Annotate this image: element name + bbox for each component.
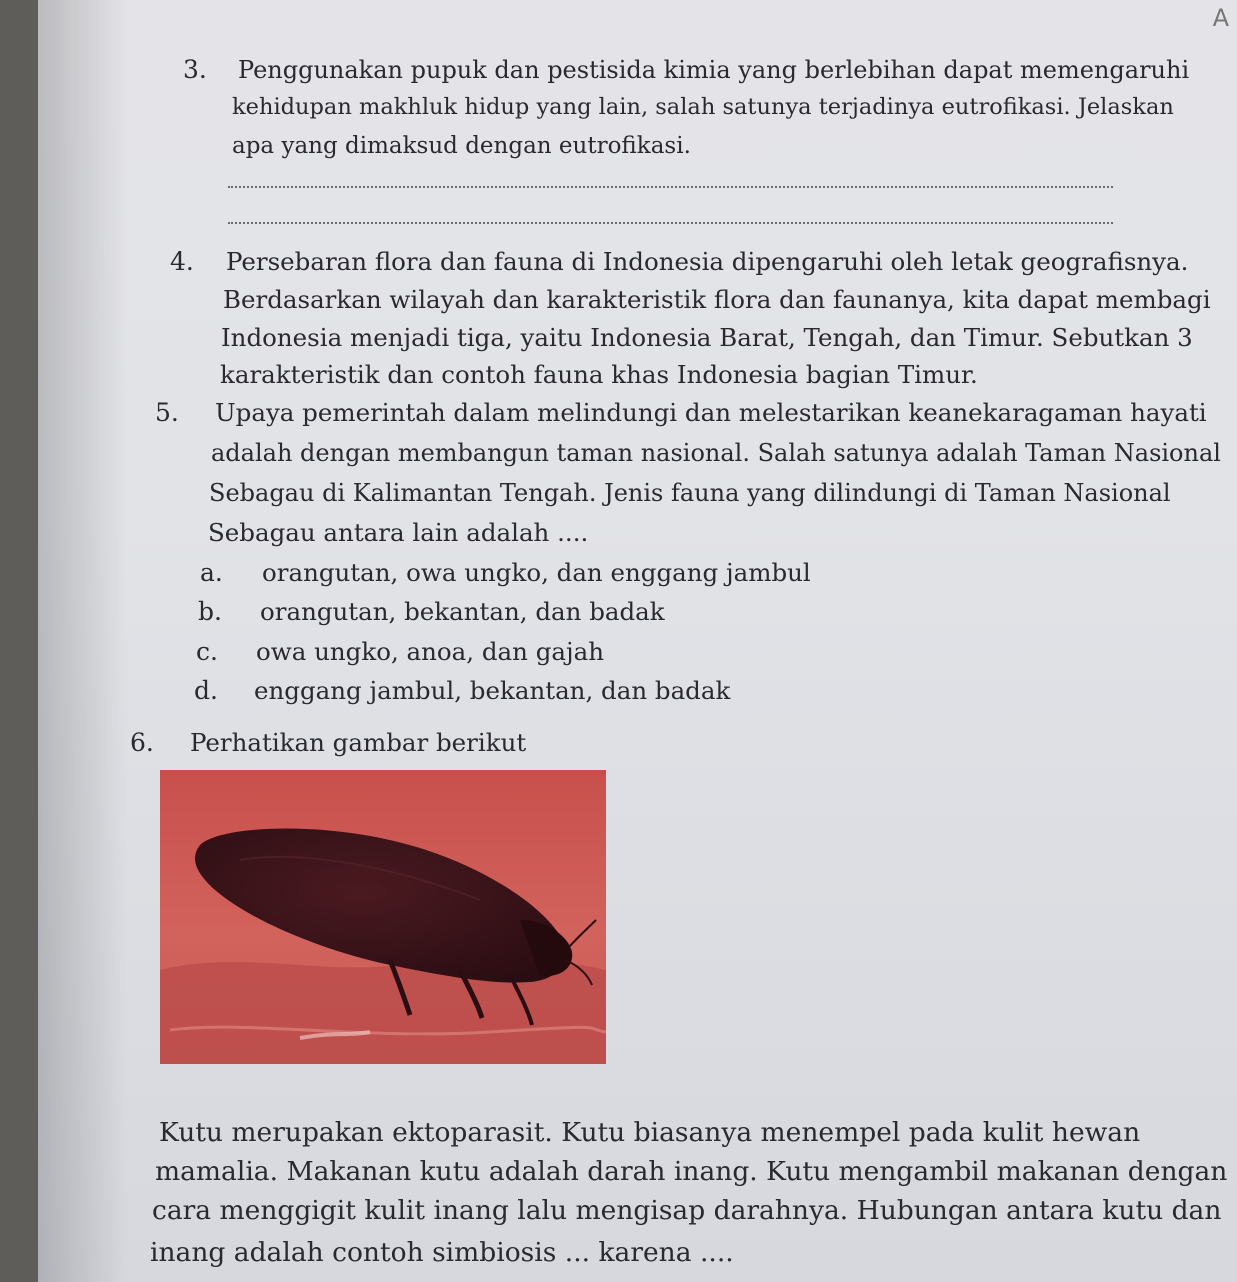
option-letter: a. — [200, 558, 223, 587]
answer-line — [228, 186, 1113, 188]
worksheet-page — [38, 0, 1237, 1282]
option-text: orangutan, bekantan, dan badak — [260, 597, 665, 626]
option-text: enggang jambul, bekantan, dan badak — [254, 676, 731, 705]
question-text-line: karakteristik dan contoh fauna khas Indonesia bagian Timur. — [220, 360, 978, 389]
question-text-line: Sebagau antara lain adalah .... — [208, 518, 589, 547]
option-letter: d. — [194, 676, 218, 705]
question-intro: Perhatikan gambar berikut — [190, 728, 527, 757]
option-text: orangutan, owa ungko, dan enggang jambul — [262, 558, 811, 587]
question-text-line: kehidupan makhluk hidup yang lain, salah satunya terjadinya eutrofikasi. Jelaskan — [232, 94, 1174, 120]
question-text-line: apa yang dimaksud dengan eutrofikasi. — [232, 133, 691, 159]
question-text-line: adalah dengan membangun taman nasional. Salah satunya adalah Taman Nasional — [211, 439, 1221, 467]
question-text-line: Berdasarkan wilayah dan karakteristik flora dan faunanya, kita dapat membagi — [223, 285, 1211, 314]
option-letter: c. — [196, 637, 218, 666]
question-text-line: Indonesia menjadi tiga, yaitu Indonesia Barat, Tengah, dan Timur. Sebutkan 3 — [221, 323, 1193, 352]
question-text-line: Persebaran flora dan fauna di Indonesia dipengaruhi oleh letak geografisnya. — [226, 247, 1189, 276]
paragraph-line: Kutu merupakan ektoparasit. Kutu biasanya menempel pada kulit hewan — [159, 1117, 1141, 1148]
option-letter: b. — [198, 597, 222, 626]
paragraph-line: cara menggigit kulit inang lalu mengisap darahnya. Hubungan antara kutu dan — [152, 1195, 1222, 1226]
question-text-line: Penggunakan pupuk dan pestisida kimia yang berlebihan dapat memengaruhi — [238, 56, 1190, 84]
question-number: 5. — [155, 398, 179, 427]
option-text: owa ungko, anoa, dan gajah — [256, 637, 604, 666]
question-number: 3. — [183, 55, 207, 84]
corner-mark: A — [1212, 4, 1229, 32]
question-text-line: Upaya pemerintah dalam melindungi dan melestarikan keanekaragaman hayati — [215, 398, 1207, 427]
bedbug-photo — [160, 770, 606, 1064]
question-number: 6. — [130, 728, 154, 757]
answer-line — [228, 222, 1113, 224]
paragraph-line: inang adalah contoh simbiosis ... karena .... — [150, 1237, 734, 1268]
page-shadow — [38, 0, 128, 1282]
paragraph-line: mamalia. Makanan kutu adalah darah inang. Kutu mengambil makanan dengan — [155, 1156, 1228, 1187]
question-text-line: Sebagau di Kalimantan Tengah. Jenis fauna yang dilindungi di Taman Nasional — [209, 479, 1171, 507]
bedbug-image — [160, 770, 606, 1064]
question-number: 4. — [170, 247, 194, 276]
